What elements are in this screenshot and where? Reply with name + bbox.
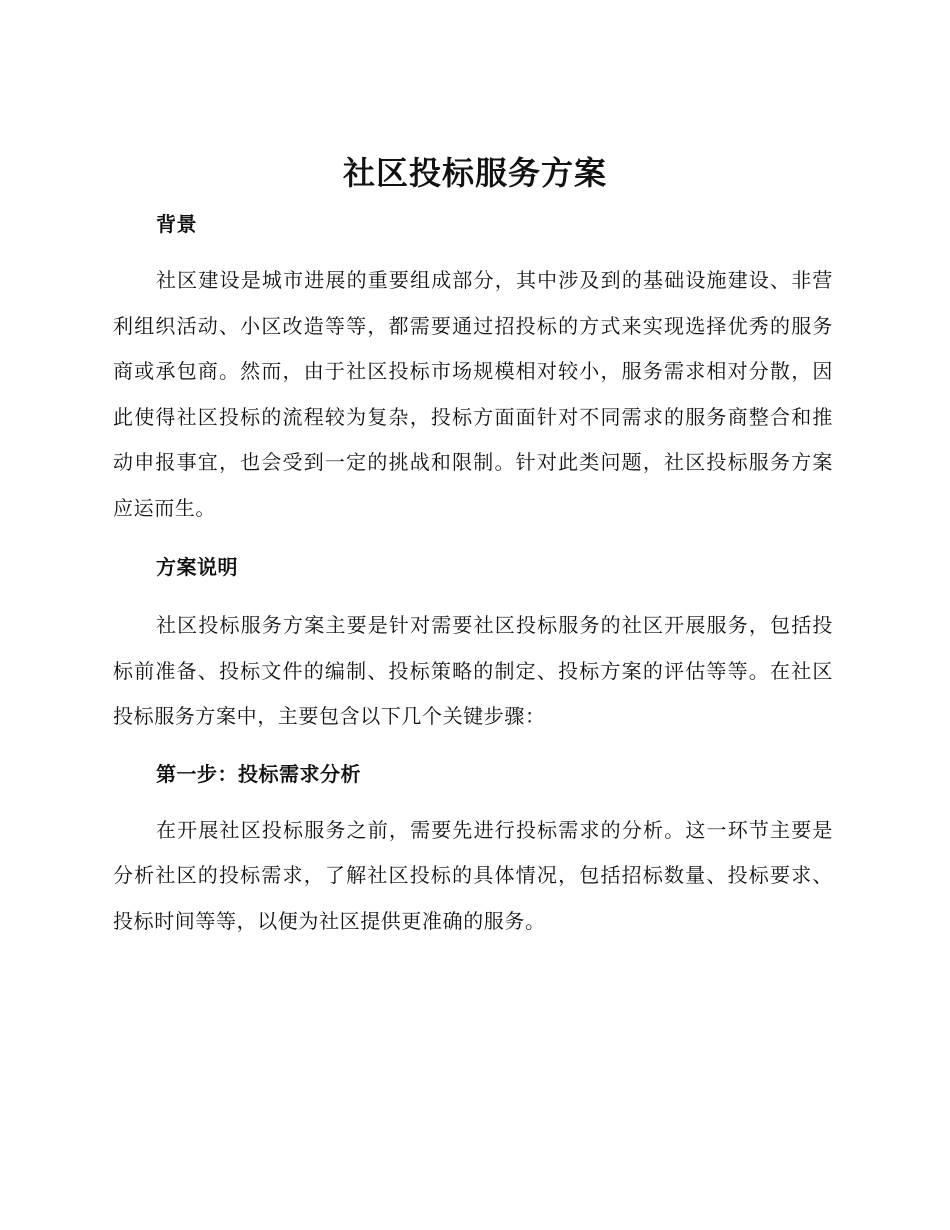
document-body	[113, 200, 833, 944]
section-heading-plan-description: 方案说明	[156, 555, 238, 579]
section-paragraph-step-one: 在开展社区投标服务之前，需要先进行投标需求的分析。这一环节主要是分析社区的投标需求，了解社区投标的具体情况，包括招标数量、投标要求、投标时间等等，以便为社区提供更准确的服务。	[113, 817, 833, 933]
section-heading-background: 背景	[156, 212, 197, 236]
section-paragraph-background: 社区建设是城市进展的重要组成部分，其中涉及到的基础设施建设、非营利组织活动、小区改造等等，都需要通过招投标的方式来实现选择优秀的服务商或承包商。然而，由于社区投标市场规模相对较小，服务需求相对分散，因此使得社区投标的流程较为复杂，投标方面面针对不同需求的服务商整合和推动申报事宜，也会受到一定的挑战和限制。针对此类问题，社区投标服务方案应运而生。	[113, 268, 833, 520]
section-heading-step-one: 第一步：投标需求分析	[156, 761, 361, 786]
document-title: 社区投标服务方案	[342, 154, 607, 192]
section-paragraph-plan-description: 社区投标服务方案主要是针对需要社区投标服务的社区开展服务，包括投标前准备、投标文件的编制、投标策略的制定、投标方案的评估等等。在社区投标服务方案中，主要包含以下几个关键步骤：	[113, 613, 833, 728]
